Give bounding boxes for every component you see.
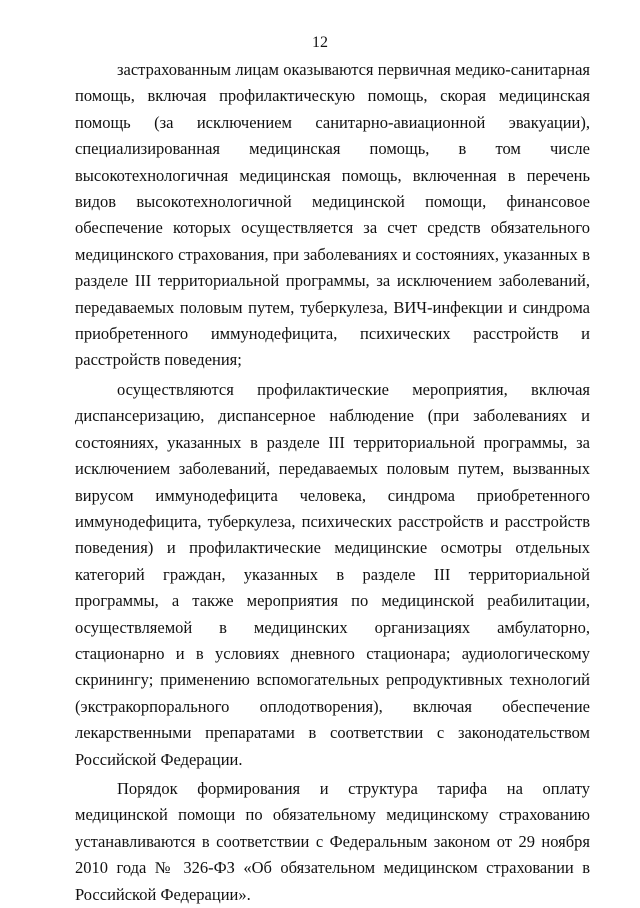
page-number: 12 xyxy=(312,34,328,51)
paragraph-tariff-procedure: Порядок формирования и структура тарифа на оплату медицинской помощи по обязательному медицинскому страхованию устанавливаются в соответствии с Федеральным законом от 29 ноября 2010 года № 326-ФЗ «Об обязательном медицинском страховании в Российской Федерации». xyxy=(75,778,590,904)
paragraph-insured-services: застрахованным лицам оказываются первичная медико-санитарная помощь, включая профилактическую помощь, скорая медицинская помощь (за исключением санитарно-авиационной эвакуации), специализированная медицинская помощь, в том числе высокотехнологичная медицинская помощь, включенная в перечень видов высокотехнологичной медицинской помощи, финансовое обеспечение которых осуществляется за счет средств обязательного медицинского страхования, при заболеваниях и состояниях, указанных в разделе III территориальной программы, за исключением заболеваний, передаваемых половым путем, туберкулеза, ВИЧ-инфекции и синдрома приобретенного иммунодефицита, психических расстройств и расстройств поведения; xyxy=(75,60,590,370)
paragraph-preventive-measures: осуществляются профилактические мероприятия, включая диспансеризацию, диспансерное наблюдение (при заболеваниях и состояниях, указанных в разделе III территориальной программы, за исключением заболеваний, передаваемых половым путем, вызванных вирусом иммунодефицита человека, синдрома приобретенного иммунодефицита, туберкулеза, психических расстройств и расстройств поведения) и профилактические медицинские осмотры отдельных категорий граждан, указанных в разделе III территориальной программы, а также мероприятия по медицинской реабилитации, осуществляемой в медицинских организациях амбулаторно, стационарно и в условиях дневного стационара; аудиологическому скринингу; применению вспомогательных репродуктивных технологий (экстракорпорального оплодотворения), включая обеспечение лекарственными препаратами в соответствии с законодательством Российской Федерации. xyxy=(75,379,590,769)
document-body xyxy=(75,57,590,908)
